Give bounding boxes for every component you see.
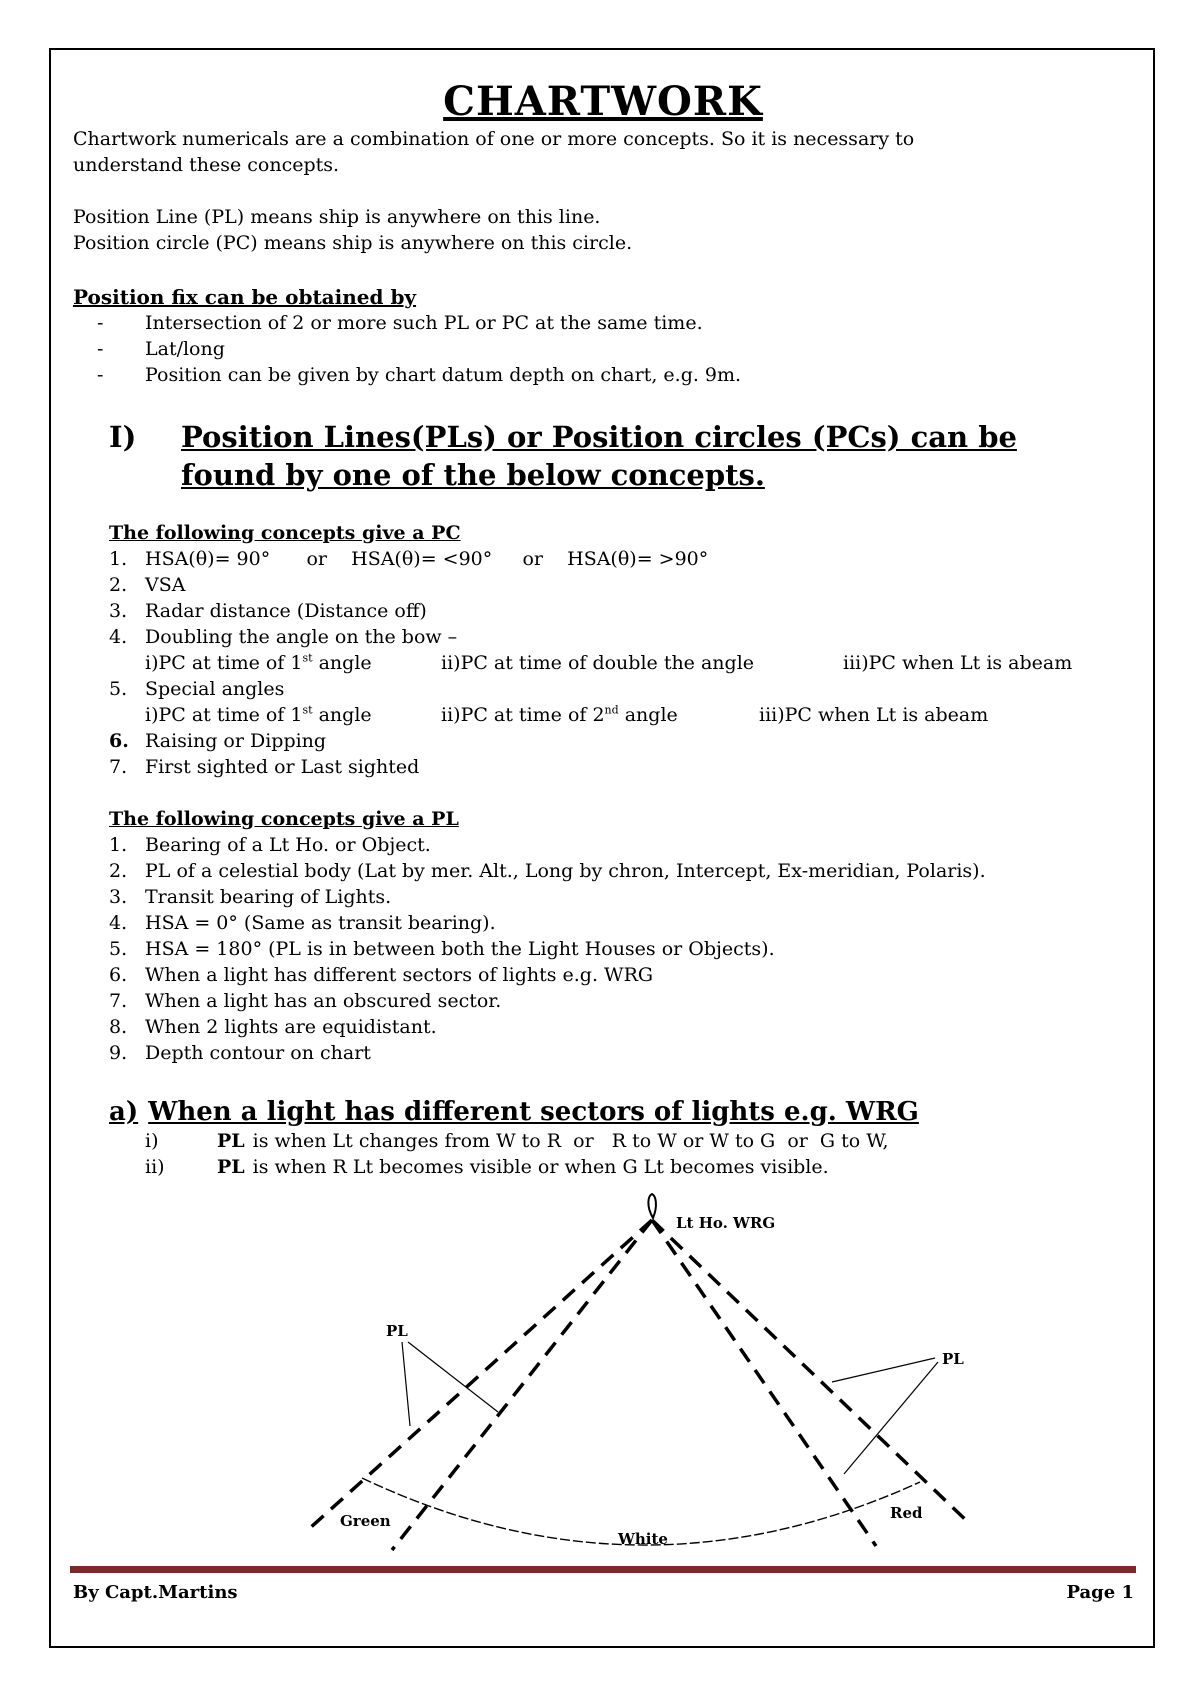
pl-label-right: PL [942, 1350, 964, 1368]
green-sector-outer-line [310, 1220, 652, 1528]
list-item: 4. Doubling the angle on the bow – i)PC at time of 1st angle ii)PC at time of double the angle iii)PC when Lt is abeam [109, 624, 1133, 676]
doubling-sub-items: i)PC at time of 1st angle ii)PC at time of double the angle iii)PC when Lt is abeam [145, 651, 1073, 674]
list-item: 5. HSA = 180° (PL is in between both the Light Houses or Objects). [109, 938, 775, 960]
list-item: 1. HSA(θ)= 90° or HSA(θ)= <90° or HSA(θ)= >90° [109, 548, 709, 570]
intro-line-1: Chartwork numericals are a combination of one or more concepts. So it is necessary to [73, 128, 915, 150]
pl-list-heading: The following concepts give a PL [109, 808, 459, 830]
pl-leader-line [402, 1342, 410, 1426]
red-sector-label: Red [890, 1504, 923, 1522]
subsection-a-item: i) PL is when Lt changes from W to R or R to W or W to G or G to W, [145, 1130, 889, 1152]
pl-definition: Position Line (PL) means ship is anywhere on this line. [73, 206, 601, 228]
list-item: 1. Bearing of a Lt Ho. or Object. [109, 834, 431, 856]
white-sector-label: White [618, 1530, 668, 1548]
intro-line-2: understand these concepts. [73, 154, 340, 176]
list-item: - Position can be given by chart datum depth on chart, e.g. 9m. [97, 362, 1133, 388]
list-item: 2. PL of a celestial body (Lat by mer. Alt., Long by chron, Intercept, Ex-meridian, Polaris). [109, 860, 986, 882]
list-item: - Lat/long [97, 336, 1133, 362]
green-white-boundary-line [392, 1220, 652, 1550]
list-item: - Intersection of 2 or more such PL or PC at the same time. [97, 310, 1133, 336]
lighthouse-symbol [648, 1194, 656, 1218]
section-title-line-1: Position Lines(PLs) or Position circles (PCs) can be [181, 420, 1017, 454]
red-sector-outer-line [652, 1220, 970, 1524]
section-title-line-2: found by one of the below concepts. [181, 458, 765, 492]
list-item: 3. Radar distance (Distance off) [109, 600, 427, 622]
list-item: 7. When a light has an obscured sector. [109, 990, 502, 1012]
list-item: 5. Special angles i)PC at time of 1st angle ii)PC at time of 2nd angle iii)PC when Lt is abeam [109, 676, 1133, 728]
subsection-a-item: ii) PL is when R Lt becomes visible or when G Lt becomes visible. [145, 1156, 829, 1178]
list-item: 3. Transit bearing of Lights. [109, 886, 392, 908]
pl-leader-line [844, 1362, 938, 1474]
pl-label-left: PL [386, 1322, 408, 1340]
subsection-a-heading: a) When a light has different sectors of lights e.g. WRG [109, 1097, 919, 1127]
footer-page-number: Page 1 [1066, 1582, 1134, 1603]
footer-divider [70, 1566, 1136, 1573]
pc-list-heading: The following concepts give a PC [109, 522, 461, 544]
pl-leader-line [832, 1358, 935, 1382]
list-item: 4. HSA = 0° (Same as transit bearing). [109, 912, 496, 934]
page-title: CHARTWORK [443, 78, 763, 125]
lighthouse-label: Lt Ho. WRG [676, 1214, 776, 1232]
section-number: I) [109, 420, 137, 454]
list-item: 6. Raising or Dipping [109, 730, 327, 752]
special-sub-items: i)PC at time of 1st angle ii)PC at time of 2nd angle iii)PC when Lt is abeam [145, 703, 989, 726]
list-item: 6. When a light has different sectors of lights e.g. WRG [109, 964, 654, 986]
pc-definition: Position circle (PC) means ship is anywhere on this circle. [73, 232, 633, 254]
green-sector-label: Green [340, 1512, 391, 1530]
footer-author: By Capt.Martins [73, 1582, 238, 1603]
white-red-boundary-line [652, 1220, 876, 1546]
list-item: 7. First sighted or Last sighted [109, 756, 420, 778]
fix-heading: Position fix can be obtained by [73, 285, 417, 309]
list-item: 2. VSA [109, 574, 186, 596]
list-item: 8. When 2 lights are equidistant. [109, 1016, 437, 1038]
list-item: 9. Depth contour on chart [109, 1042, 371, 1064]
